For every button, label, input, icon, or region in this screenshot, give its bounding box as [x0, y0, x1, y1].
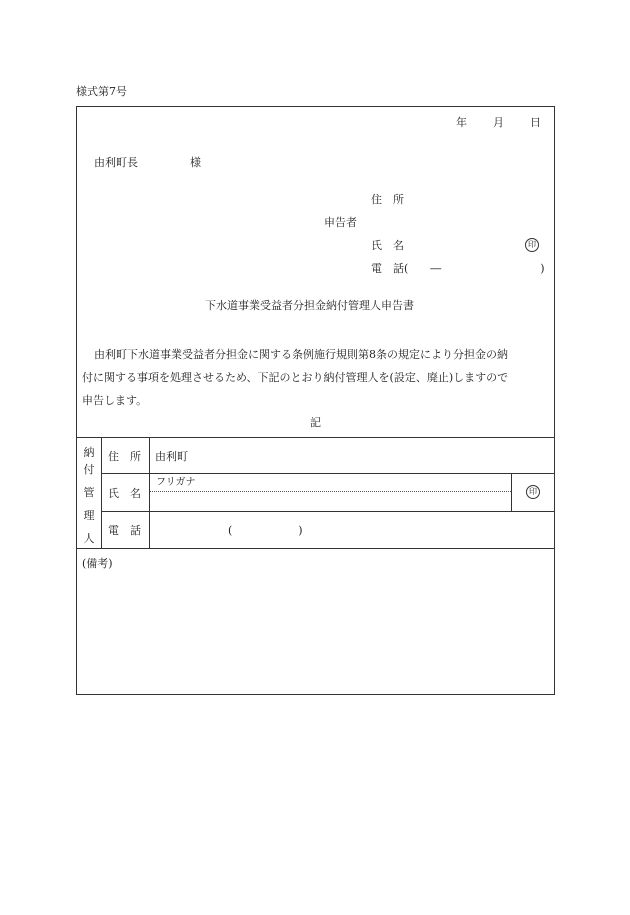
addressee-honorific: 様: [190, 156, 201, 169]
group-char: 人: [83, 532, 95, 545]
form-number: 様式第7号: [76, 85, 127, 98]
ki-label: 記: [310, 416, 321, 429]
applicant-seal-icon: 印: [525, 238, 539, 252]
body-line-3: 申告します。: [82, 394, 148, 407]
furigana-dotted-line: [150, 491, 511, 492]
table-phone-label: 電 話: [108, 524, 141, 537]
date-month: 月: [493, 116, 504, 129]
table-bottom-border: [76, 548, 555, 549]
body-line-2: 付に関する事項を処理させるため、下記のとおり納付管理人を(設定、廃止)しますので: [82, 371, 509, 384]
table-seal-icon: 印: [526, 485, 540, 499]
applicant-address-label: 住 所: [371, 193, 404, 206]
group-char: 納: [83, 446, 95, 459]
table-address-value: 由利町: [155, 450, 188, 463]
table-top-border: [76, 437, 555, 438]
table-col-divider-2: [149, 437, 150, 548]
applicant-name-label: 氏 名: [371, 239, 404, 252]
table-address-label: 住 所: [108, 450, 141, 463]
document-title: 下水道事業受益者分担金納付管理人申告書: [205, 299, 414, 312]
table-col-divider-1: [101, 437, 102, 548]
group-char: 管: [83, 486, 95, 499]
table-row-divider-2: [101, 511, 555, 512]
table-name-label: 氏 名: [108, 487, 141, 500]
table-phone-value: ( ): [228, 524, 303, 537]
applicant-label: 申告者: [324, 216, 357, 229]
addressee-name: 由利町長: [94, 156, 138, 169]
date-day: 日: [530, 116, 541, 129]
group-char: 付: [83, 463, 95, 476]
table-furigana-label: フリガナ: [156, 477, 196, 488]
table-row-divider-1: [101, 473, 555, 474]
remarks-label: (備考): [82, 557, 113, 570]
date-year: 年: [456, 116, 467, 129]
table-group-label: [82, 444, 96, 547]
seal-col-divider: [511, 473, 512, 511]
applicant-phone-label: 電 話( ― ): [371, 262, 545, 275]
body-line-1: 由利町下水道事業受益者分担金に関する条例施行規則第8条の規定により分担金の納: [94, 348, 508, 361]
group-char: 理: [83, 509, 95, 522]
